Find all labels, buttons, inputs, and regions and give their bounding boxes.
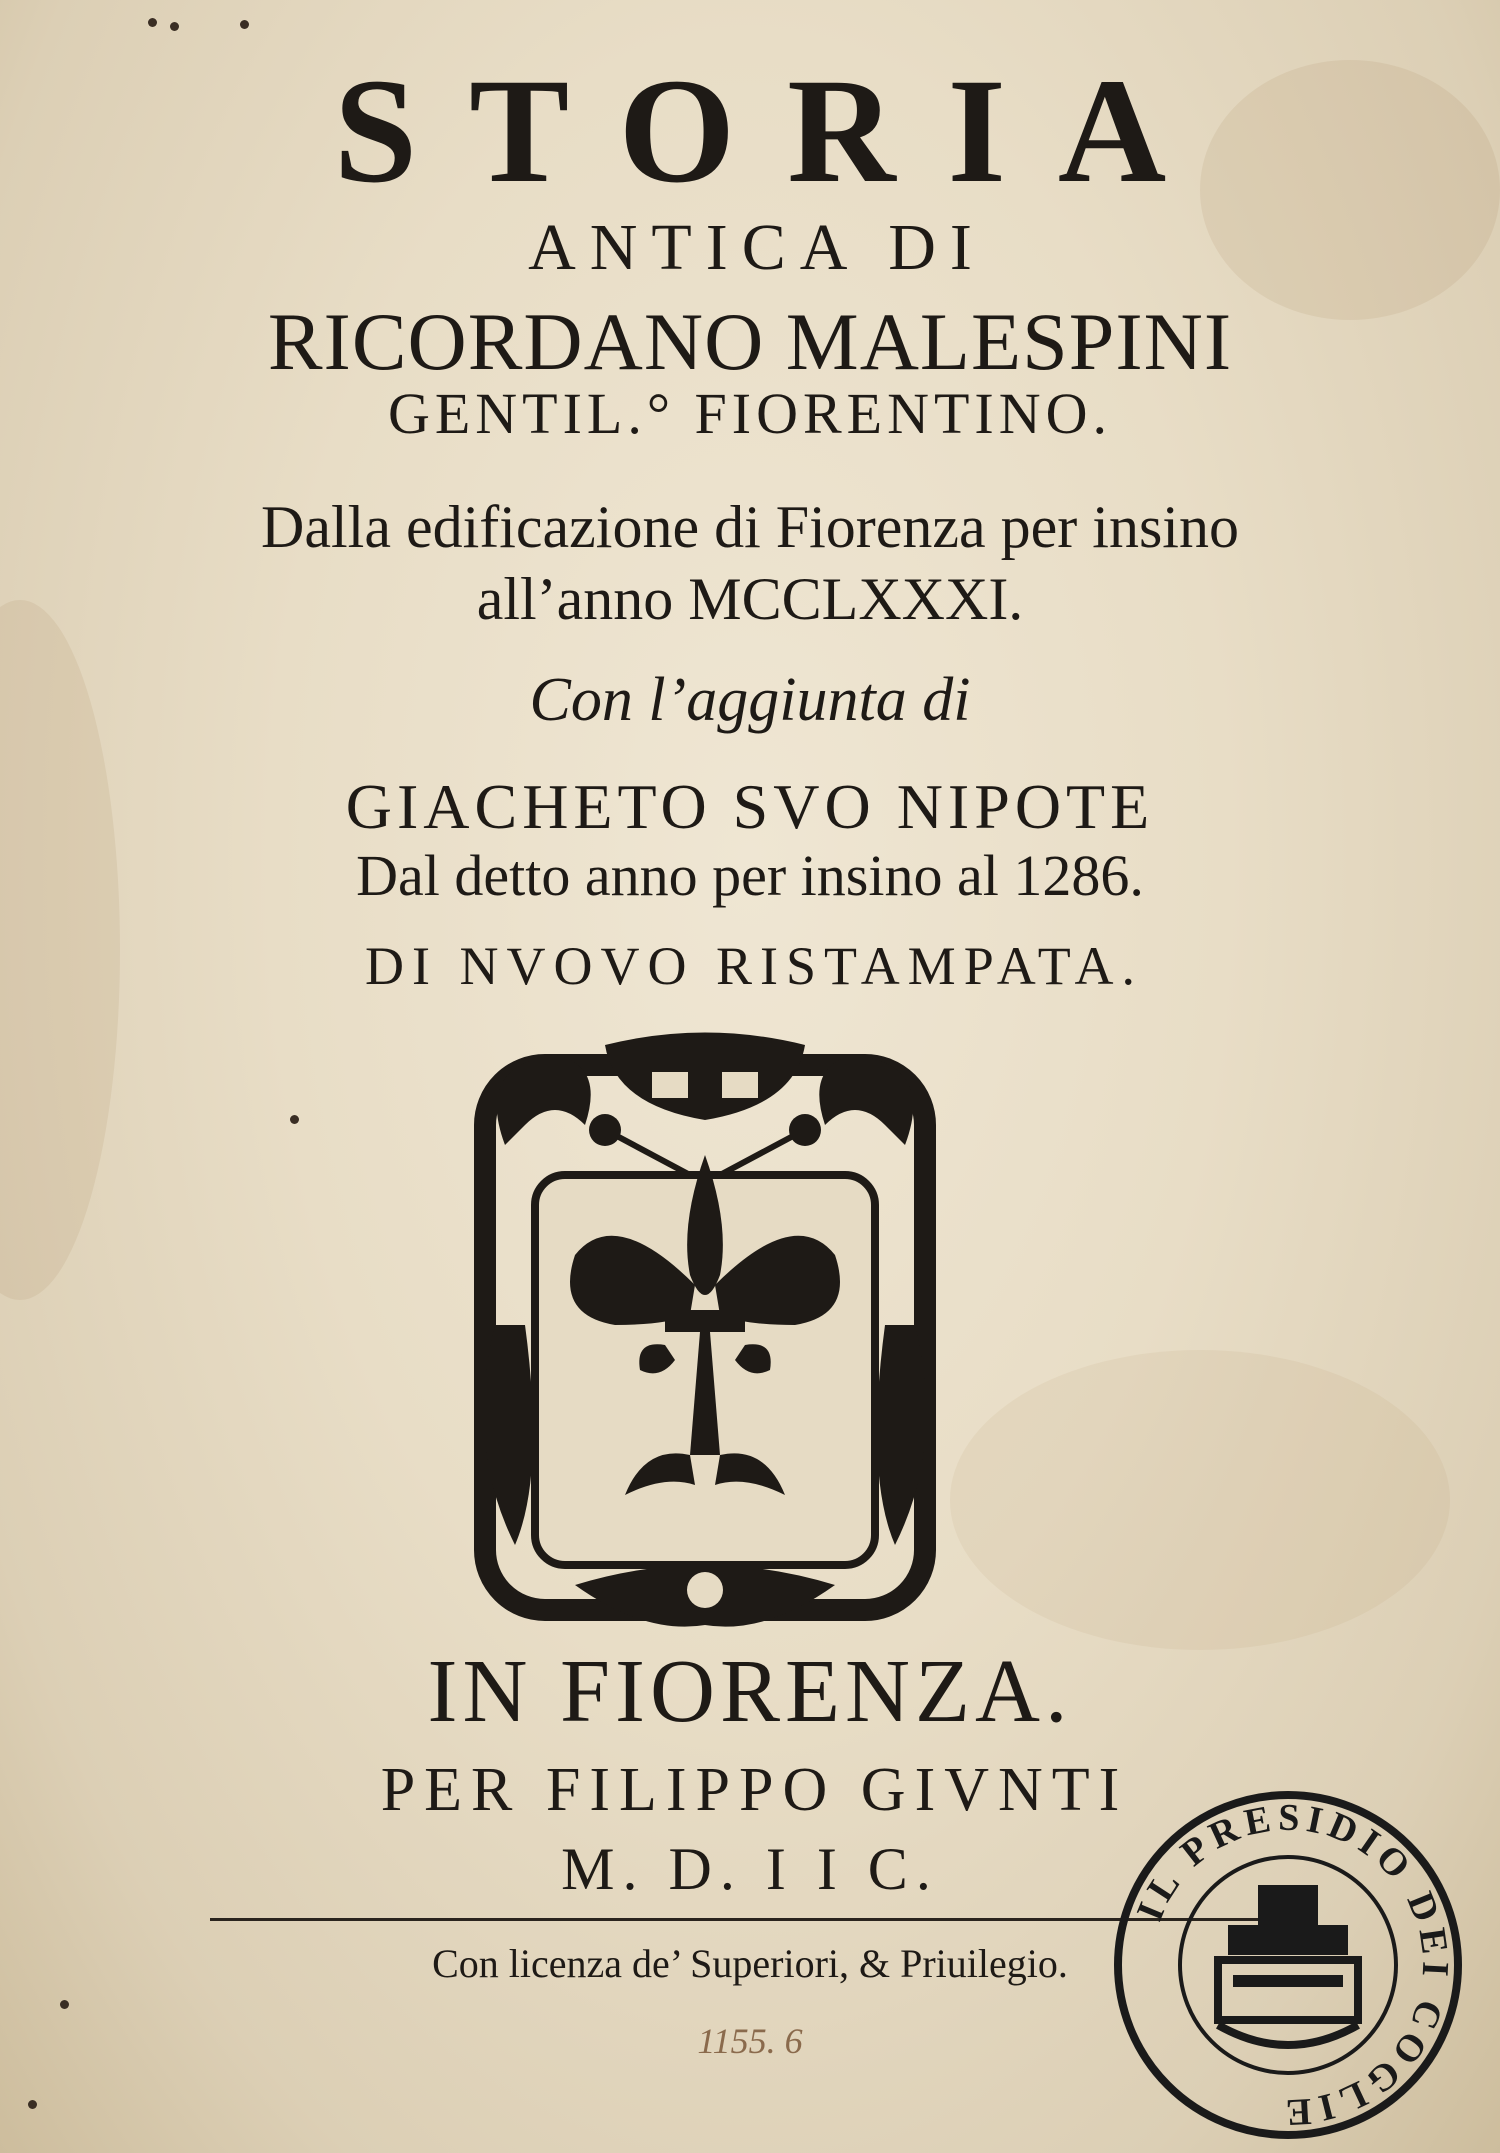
subtitle-line-1: Dalla edificazione di Fiorenza per insino xyxy=(261,494,1239,560)
ink-fleck xyxy=(240,20,249,29)
ink-fleck xyxy=(290,1115,299,1124)
handwritten-shelfmark: 1155. 6 xyxy=(697,2021,803,2061)
title-main: STORIA xyxy=(333,48,1219,214)
addition-name: GIACHETO SVO NIPOTE xyxy=(345,771,1155,842)
author-name: RICORDANO MALESPINI xyxy=(267,296,1233,387)
addition-span: Dal detto anno per insino al 1286. xyxy=(356,843,1144,908)
stamp-text: IL PRESIDIO DEI COGLIE xyxy=(1128,1796,1457,2134)
title-line-2: ANTICA DI xyxy=(528,211,986,284)
ink-fleck xyxy=(28,2100,37,2109)
ink-fleck xyxy=(60,2000,69,2009)
subtitle-line-2: all’anno MCCLXXXI. xyxy=(476,566,1024,632)
author-qualifier: GENTIL.° FIORENTINO. xyxy=(387,381,1113,446)
ink-fleck xyxy=(170,22,179,31)
ink-fleck xyxy=(148,18,157,27)
fleur-de-lis-emblem xyxy=(465,1025,945,1640)
license-line: Con licenza de’ Superiori, & Priuilegio. xyxy=(432,1941,1068,1986)
imprint-printer: PER FILIPPO GIVNTI xyxy=(380,1756,1129,1824)
svg-text:IL PRESIDIO DEI COGLIE xyxy=(1129,1797,1457,2134)
addition-intro: Con l’aggiunta di xyxy=(529,666,971,734)
imprint-place: IN FIORENZA. xyxy=(427,1642,1073,1741)
imprint-year: M. D. I I C. xyxy=(561,1836,939,1902)
paper-stain xyxy=(950,1350,1450,1650)
library-stamp xyxy=(1108,1785,1468,2145)
reprint-note: DI NVOVO RISTAMPATA. xyxy=(365,936,1143,996)
